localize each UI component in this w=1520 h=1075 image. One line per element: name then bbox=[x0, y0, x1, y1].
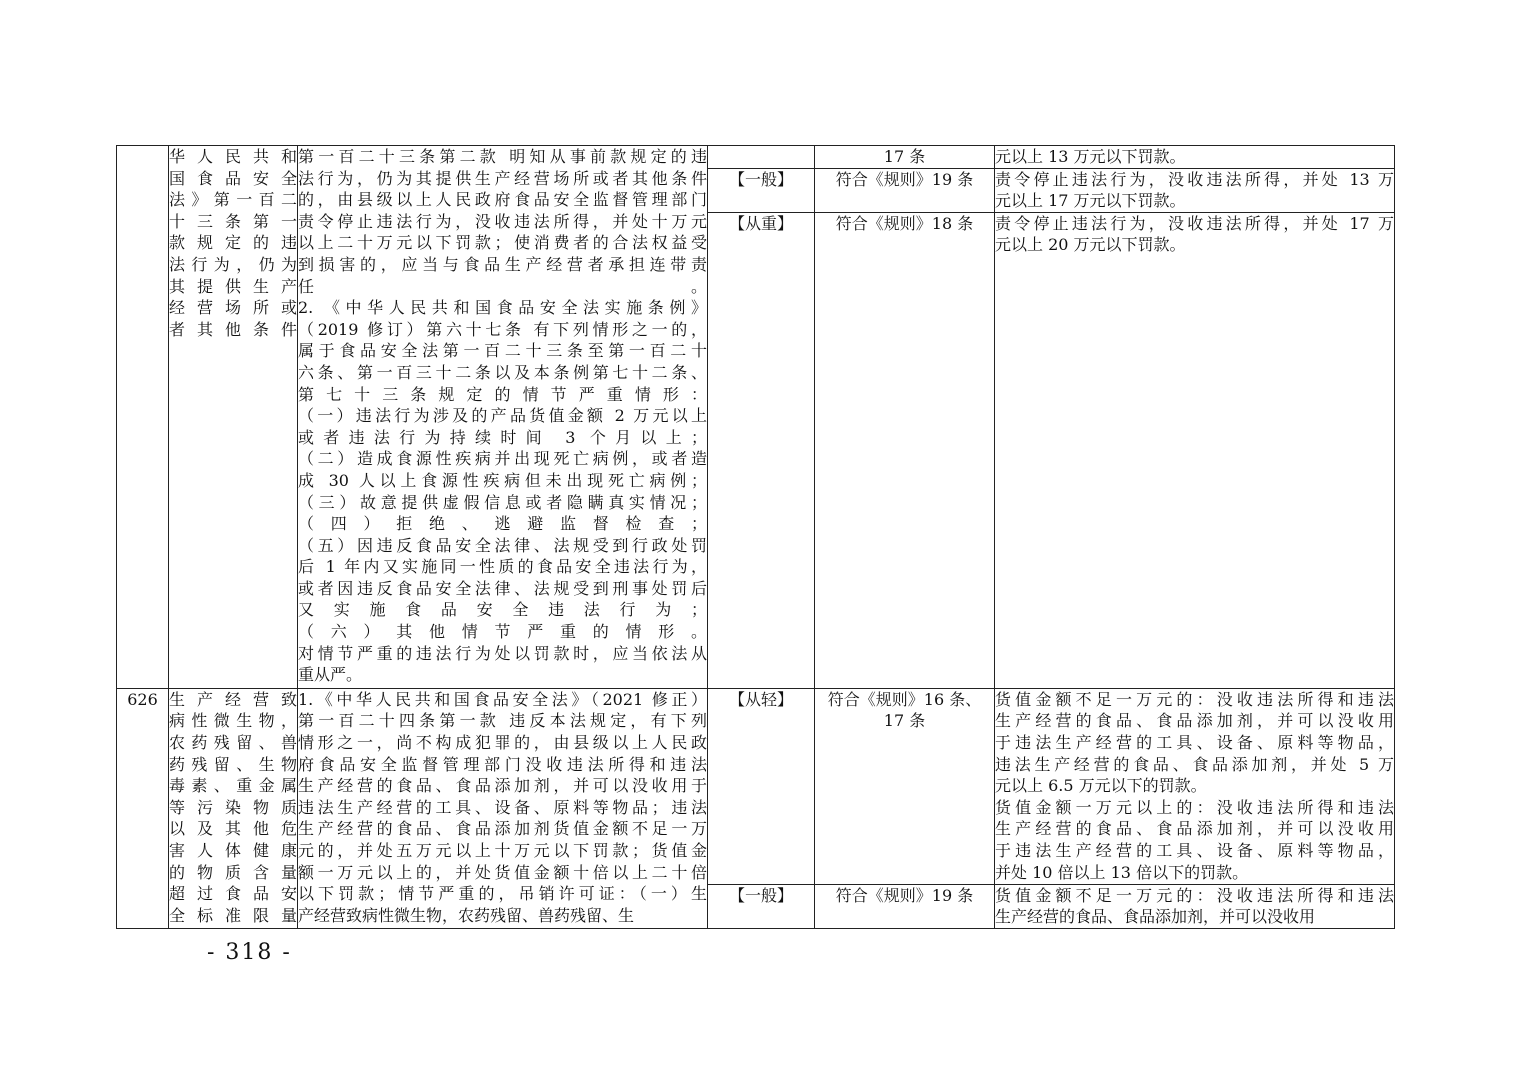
text-line: 货值金额不足一万元的：没收违法所得和违法 bbox=[995, 885, 1394, 905]
discretion-level-cell: 【从轻】 bbox=[708, 688, 815, 884]
text-line: 者其他条件 bbox=[169, 319, 297, 339]
discretion-level-cell: 【一般】 bbox=[708, 884, 815, 928]
text-line: 法》第一百二 bbox=[169, 190, 297, 210]
text-line: 违法生产经营的工具、设备、原料等物品；违法 bbox=[298, 797, 707, 817]
text-line: 生产经营的食品、食品添加剂，并可以没收用 bbox=[995, 819, 1394, 839]
penalty-cell bbox=[995, 688, 1395, 884]
applicable-standard-cell: 符合《规则》19 条 bbox=[815, 884, 995, 928]
text-line: （一）违法行为涉及的产品货值金额 2 万元以上 bbox=[298, 406, 707, 426]
text-line: 违法生产经营的食品、食品添加剂，并处 5 万 bbox=[995, 754, 1394, 774]
text-line: 款规定的违 bbox=[169, 233, 297, 253]
text-line: 责令停止违法行为，没收违法所得，并处 13 万 bbox=[995, 169, 1394, 189]
text-line: 情形之一，尚不构成犯罪的，由县级以上人民政 bbox=[298, 732, 707, 752]
text-line: 额一万元以上的，并处货值金额十倍以上二十倍 bbox=[298, 862, 707, 882]
text-line: 第一百二十三条第二款 明知从事前款规定的违 bbox=[298, 147, 707, 166]
text-line: （五）因违反食品安全法律、法规受到行政处罚 bbox=[298, 535, 707, 555]
table-row bbox=[117, 146, 1395, 169]
text-line: 生产经营的食品、食品添加剂货值金额不足一万 bbox=[298, 819, 707, 839]
text-line: 产经营致病性微生物，农药残留、兽药残留、生 bbox=[298, 905, 635, 925]
text-line: 属于食品安全法第一百二十三条至第一百二十 bbox=[298, 341, 707, 361]
text-line: 于违法生产经营的工具、设备、原料等物品， bbox=[995, 732, 1394, 752]
text-line: 国食品安全 bbox=[169, 168, 297, 188]
text-line: 以上二十万元以下罚款；使消费者的合法权益受 bbox=[298, 233, 707, 253]
text-line: 府食品安全监督管理部门没收违法所得和违法 bbox=[298, 754, 707, 774]
item-number-cell: 626 bbox=[117, 688, 169, 928]
text-line: 毒素、重金属 bbox=[169, 776, 297, 796]
text-line: 法行为，仍为 bbox=[169, 254, 297, 274]
text-line: 经营场所或 bbox=[169, 298, 297, 318]
text-line: 害人体健康 bbox=[169, 840, 297, 860]
text-line: 农药残留、兽 bbox=[169, 732, 297, 752]
text-line: （二）造成食源性疾病并出现死亡病例，或者造 bbox=[298, 449, 707, 469]
text-line: 其提供生产 bbox=[169, 276, 297, 296]
violation-behavior-cell bbox=[169, 688, 298, 928]
penalty-cell bbox=[995, 146, 1395, 169]
applicable-standard-cell bbox=[815, 688, 995, 884]
text-line: （六）其他情节严重的情形。 bbox=[298, 622, 707, 642]
text-line: 六条、第一百三十二条以及本条例第七十二条、 bbox=[298, 362, 707, 382]
legal-basis-cell bbox=[298, 688, 708, 928]
text-line: 重从严。 bbox=[298, 665, 363, 685]
text-line: 责令停止违法行为，没收违法所得，并处十万元 bbox=[298, 211, 707, 231]
violation-behavior-cell bbox=[169, 146, 298, 689]
text-line: 等污染物质 bbox=[169, 797, 297, 817]
applicable-standard-cell: 符合《规则》18 条 bbox=[815, 212, 995, 688]
text-line: 元的，并处五万元以上十万元以下罚款；货值金 bbox=[298, 840, 707, 860]
penalty-table bbox=[116, 145, 1395, 929]
text-line: 病性微生物， bbox=[169, 711, 297, 731]
text-line: 以及其他危 bbox=[169, 819, 297, 839]
table-row bbox=[117, 688, 1395, 884]
text-line: 2. 《中华人民共和国食品安全法实施条例》 bbox=[298, 298, 707, 318]
applicable-standard-cell: 符合《规则》19 条 bbox=[815, 168, 995, 212]
text-line: 成 30 人以上食源性疾病但未出现死亡病例； bbox=[298, 470, 707, 490]
text-line: 后 1 年内又实施同一性质的食品安全违法行为， bbox=[298, 557, 707, 577]
text-line: 全标准限量 bbox=[169, 905, 297, 925]
text-line: 并处 10 倍以上 13 倍以下的罚款。 bbox=[995, 862, 1249, 882]
text-line: 的物质含量 bbox=[169, 862, 297, 882]
text-line: 到损害的，应当与食品生产经营者承担连带责 bbox=[298, 254, 707, 274]
text-line: 生产经营的食品、食品添加剂，并可以没收用 bbox=[995, 907, 1316, 927]
text-line: 1.《中华人民共和国食品安全法》（2021 修正） bbox=[298, 689, 707, 709]
applicable-standard-cell: 17 条 bbox=[815, 146, 995, 169]
text-line: 元以上 17 万元以下罚款。 bbox=[995, 191, 1186, 211]
text-line: 生产经营的食品、食品添加剂，并可以没收用于 bbox=[298, 776, 707, 796]
text-line: （四）拒绝、逃避监督检查； bbox=[298, 514, 707, 534]
penalty-cell bbox=[995, 212, 1395, 688]
text-line: 或者违法行为持续时间 3 个月以上； bbox=[298, 427, 707, 447]
text-line: 法行为，仍为其提供生产经营场所或者其他条件 bbox=[298, 168, 707, 188]
text-line: 符合《规则》16 条、 bbox=[827, 689, 982, 709]
legal-basis-cell bbox=[298, 146, 708, 689]
text-line: 生产经营致 bbox=[169, 689, 297, 709]
text-line: 元以上 20 万元以下罚款。 bbox=[995, 235, 1186, 255]
discretion-level-cell: 【一般】 bbox=[708, 168, 815, 212]
text-line: 以下罚款；情节严重的，吊销许可证：（一）生 bbox=[298, 884, 707, 904]
text-line: 药残留、生物 bbox=[169, 754, 297, 774]
text-line: 责令停止违法行为，没收违法所得，并处 17 万 bbox=[995, 213, 1394, 233]
text-line: 超过食品安 bbox=[169, 884, 297, 904]
penalty-cell bbox=[995, 884, 1395, 928]
text-line: 十三条第一 bbox=[169, 211, 297, 231]
text-line: 任。 bbox=[298, 276, 707, 296]
item-number-cell bbox=[117, 146, 169, 689]
text-line: 的，由县级以上人民政府食品安全监督管理部门 bbox=[298, 190, 707, 210]
text-line: 货值金额一万元以上的：没收违法所得和违法 bbox=[995, 797, 1394, 817]
text-line: 17 条 bbox=[883, 711, 926, 731]
text-line: 或者因违反食品安全法律、法规受到刑事处罚后 bbox=[298, 578, 707, 598]
text-line: 元以上 13 万元以下罚款。 bbox=[995, 147, 1186, 166]
penalty-cell bbox=[995, 168, 1395, 212]
discretion-level-cell: 【从重】 bbox=[708, 212, 815, 688]
page-number: - 318 - bbox=[207, 940, 292, 965]
text-line: 第一百二十四条第一款 违反本法规定，有下列 bbox=[298, 711, 707, 731]
text-line: （2019 修订）第六十七条 有下列情形之一的， bbox=[298, 319, 707, 339]
text-line: 对情节严重的违法行为处以罚款时，应当依法从 bbox=[298, 643, 707, 663]
text-line: 元以上 6.5 万元以下的罚款。 bbox=[995, 776, 1207, 796]
text-line: （三）故意提供虚假信息或者隐瞒真实情况； bbox=[298, 492, 707, 512]
discretion-level-cell bbox=[708, 146, 815, 169]
text-line: 货值金额不足一万元的：没收违法所得和违法 bbox=[995, 689, 1394, 709]
text-line: 第七十三条规定的情节严重情形： bbox=[298, 384, 707, 404]
text-line: 于违法生产经营的工具、设备、原料等物品， bbox=[995, 840, 1394, 860]
text-line: 生产经营的食品、食品添加剂，并可以没收用 bbox=[995, 711, 1394, 731]
text-line: 又实施食品安全违法行为； bbox=[298, 600, 707, 620]
text-line: 华人民共和 bbox=[169, 147, 297, 166]
